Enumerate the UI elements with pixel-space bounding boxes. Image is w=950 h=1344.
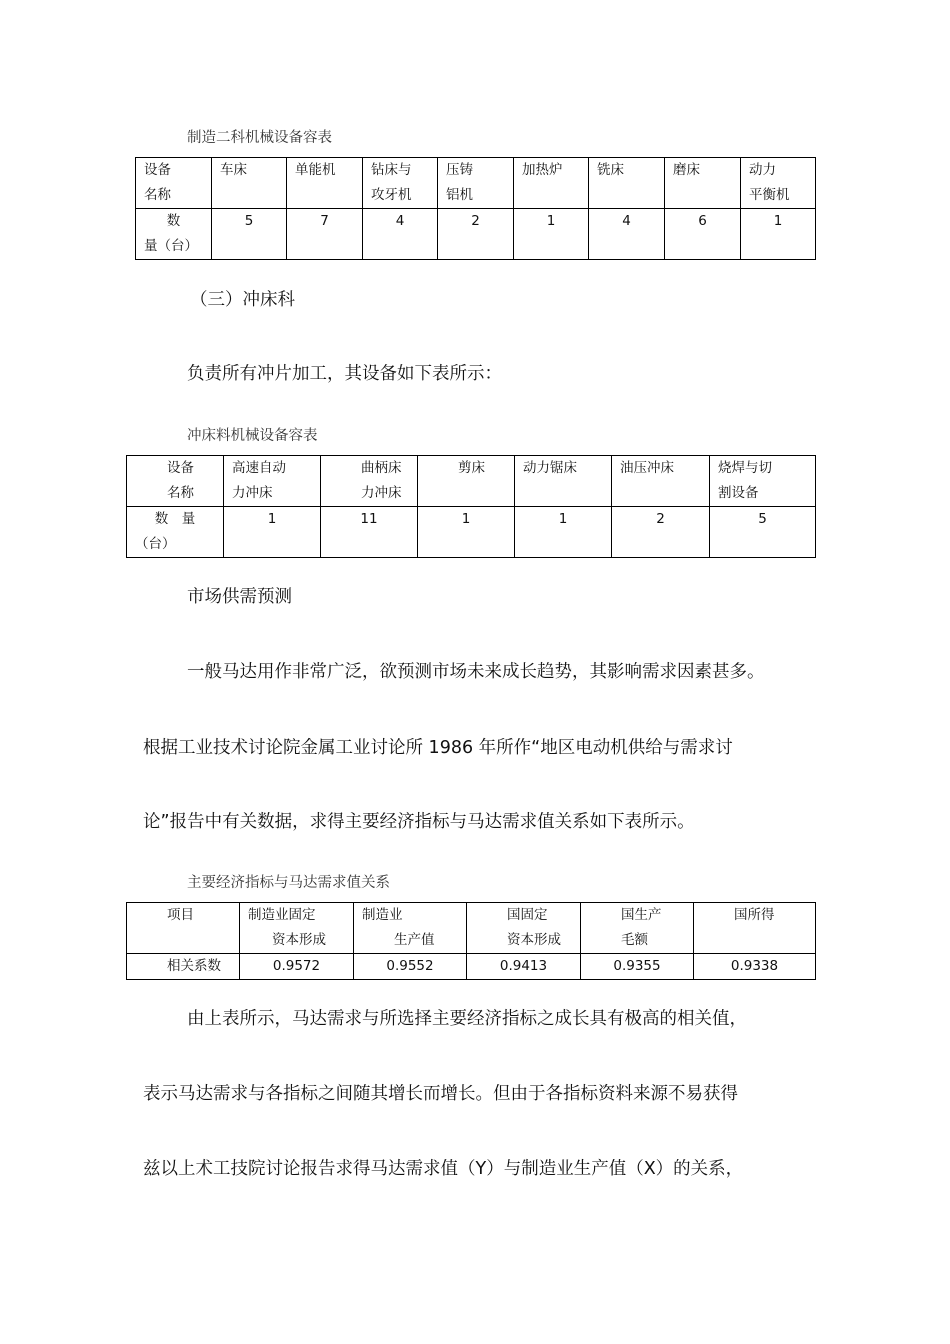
- table3-value-row: [127, 954, 816, 980]
- table2-count-cell: 2: [612, 507, 710, 558]
- market-paragraph-line2: 根据工业技术讨论院金属工业讨论所 1986 年所作“地区电动机供给与需求讨: [143, 738, 733, 758]
- table3-header-row: [127, 903, 816, 954]
- table2-col-name: 油压冲床: [612, 456, 710, 507]
- table1-equipment: [135, 157, 816, 260]
- table1-col-name: 动力 平衡机: [741, 158, 816, 209]
- table2-count-cell: 1: [224, 507, 321, 558]
- table3-header-label: 项目: [127, 903, 240, 954]
- section3-intro: 负责所有冲片加工，其设备如下表所示：: [187, 364, 502, 384]
- table1-count-cell: 1: [514, 209, 589, 260]
- table2-caption: 冲床料机械设备容表: [187, 428, 318, 444]
- table3-value-cell: 0.9355: [581, 954, 694, 980]
- table3-value-cell: 0.9552: [354, 954, 467, 980]
- table3-col-name: 国所得: [694, 903, 816, 954]
- table3-caption: 主要经济指标与马达需求值关系: [187, 875, 390, 891]
- market-paragraph-line1: 一般马达用作非常广泛，欲预测市场未来成长趋势，其影响需求因素甚多。: [187, 662, 765, 682]
- table3-col-name: 国生产 毛额: [581, 903, 694, 954]
- table2-equipment: [126, 455, 816, 558]
- section3-heading: （三）冲床科: [190, 290, 295, 310]
- table2-col-name: 烧焊与切 割设备: [710, 456, 816, 507]
- market-heading: 市场供需预测: [187, 587, 292, 607]
- table1-row-label: 数 量（台）: [136, 209, 212, 260]
- table3-value-cell: 0.9413: [467, 954, 581, 980]
- table1-count-cell: 2: [438, 209, 514, 260]
- table2-col-name: 高速自动 力冲床: [224, 456, 321, 507]
- table1-col-name: 压铸 铝机: [438, 158, 514, 209]
- table1-count-cell: 6: [665, 209, 741, 260]
- table3-col-name: 国固定 资本形成: [467, 903, 581, 954]
- table3-col-name: 制造业固定 资本形成: [240, 903, 354, 954]
- table3-value-cell: 0.9572: [240, 954, 354, 980]
- table1-col-name: 车床: [212, 158, 287, 209]
- table1-caption: 制造二科机械设备容表: [187, 130, 332, 146]
- table3-value-cell: 0.9338: [694, 954, 816, 980]
- market-paragraph-line3: 论”报告中有关数据，求得主要经济指标与马达需求值关系如下表所示。: [143, 812, 695, 832]
- table2-count-cell: 1: [418, 507, 515, 558]
- table2-count-cell: 1: [515, 507, 612, 558]
- table2-header-row: [127, 456, 816, 507]
- table2-col-name: 剪床: [418, 456, 515, 507]
- table1-count-cell: 1: [741, 209, 816, 260]
- conclusion-line2: 表示马达需求与各指标之间随其增长而增长。但由于各指标资料来源不易获得: [143, 1084, 738, 1104]
- table2-count-cell: 5: [710, 507, 816, 558]
- table3-col-name: 制造业 生产值: [354, 903, 467, 954]
- table1-col-name: 加热炉: [514, 158, 589, 209]
- conclusion-line1: 由上表所示，马达需求与所选择主要经济指标之成长具有极高的相关值，: [187, 1009, 747, 1029]
- table2-col-name: 动力锯床: [515, 456, 612, 507]
- table3-indicators: [126, 902, 816, 980]
- table2-col-name: 曲柄床 力冲床: [321, 456, 418, 507]
- table1-col-name: 单能机: [287, 158, 363, 209]
- table3-row-label: 相关系数: [127, 954, 240, 980]
- table1-header-label: 设备 名称: [136, 158, 212, 209]
- table1-col-name: 钻床与 攻牙机: [363, 158, 438, 209]
- table1-count-cell: 4: [363, 209, 438, 260]
- table2-count-cell: 11: [321, 507, 418, 558]
- table1-count-row: [136, 209, 816, 260]
- table1-count-cell: 4: [589, 209, 665, 260]
- table1-col-name: 铣床: [589, 158, 665, 209]
- table1-header-row: [136, 158, 816, 209]
- conclusion-line3: 兹以上术工技院讨论报告求得马达需求值（Y）与制造业生产值（X）的关系，: [143, 1159, 744, 1179]
- table1-count-cell: 5: [212, 209, 287, 260]
- table1-col-name: 磨床: [665, 158, 741, 209]
- table1-count-cell: 7: [287, 209, 363, 260]
- table2-count-row: [127, 507, 816, 558]
- table2-row-label: 数 量 （台）: [127, 507, 224, 558]
- table2-header-label: 设备 名称: [127, 456, 224, 507]
